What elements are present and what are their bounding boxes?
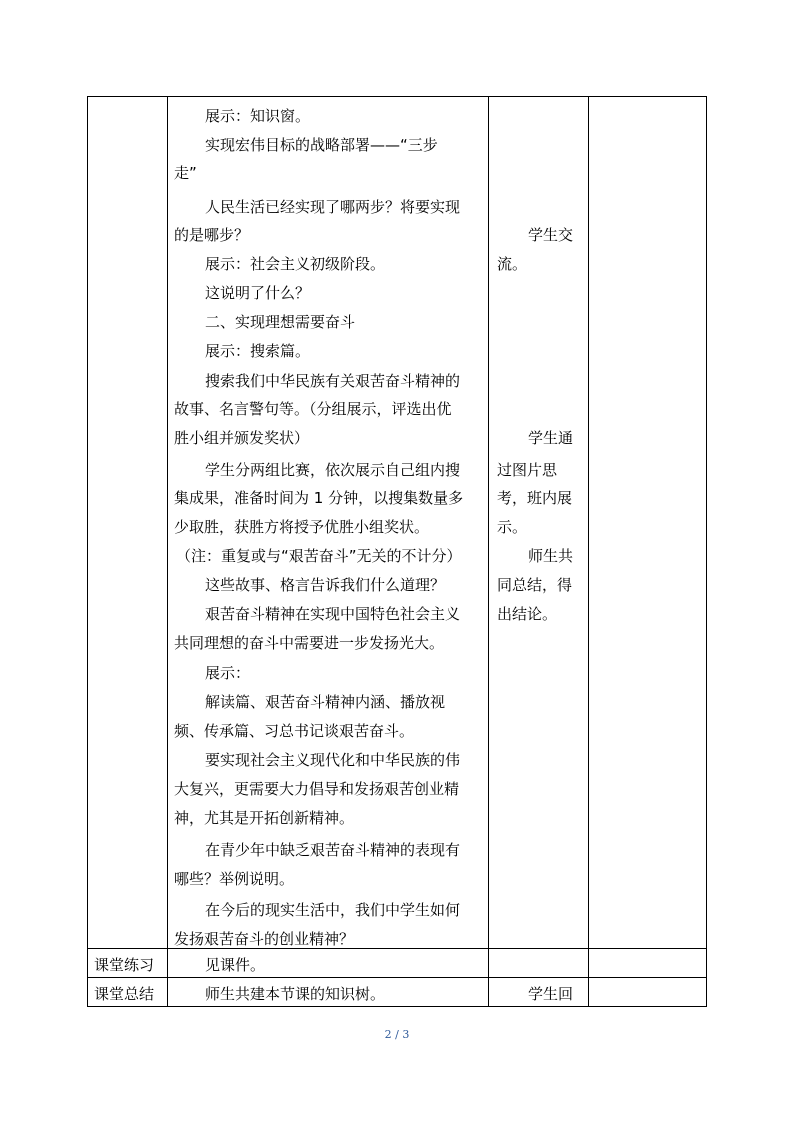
page-number: 2 / 3 — [384, 1028, 410, 1041]
practice-row-label: 课堂练习 — [94, 956, 155, 974]
student-line: 示。 — [497, 518, 528, 536]
content-line: 集成果，准备时间为 1 分钟，以搜集数量多 — [174, 489, 464, 507]
practice-row-content: 见课件。 — [205, 956, 266, 974]
content-line: 展示：社会主义初级阶段。 — [205, 255, 386, 273]
content-line: 发扬艰苦奋斗的创业精神？ — [174, 930, 355, 948]
table-row-divider — [87, 948, 707, 949]
summary-row-student: 学生回 — [528, 985, 574, 1003]
table-column-divider — [488, 96, 489, 1007]
table-border-bottom — [87, 1006, 707, 1007]
content-line: 在今后的现实生活中，我们中学生如何 — [205, 901, 461, 919]
content-line: 这说明了什么？ — [205, 284, 311, 302]
student-line: 出结论。 — [497, 605, 558, 623]
content-line: 搜索我们中华民族有关艰苦奋斗精神的 — [205, 372, 461, 390]
content-line: 在青少年中缺乏艰苦奋斗精神的表现有 — [205, 841, 461, 859]
content-line: 这些故事、格言告诉我们什么道理？ — [205, 576, 446, 594]
content-line: 共同理想的奋斗中需要进一步发扬光大。 — [174, 634, 445, 652]
content-line: 展示：搜索篇。 — [205, 342, 311, 360]
content-line: 展示： — [205, 664, 251, 682]
content-line: 艰苦奋斗精神在实现中国特色社会主义 — [205, 605, 461, 623]
table-border-right — [706, 96, 707, 1007]
content-line: 频、传承篇、习总书记谈艰苦奋斗。 — [174, 722, 415, 740]
student-line: 同总结，得 — [497, 576, 573, 594]
content-line: 二、实现理想需要奋斗 — [205, 313, 356, 331]
content-line: 人民生活已经实现了哪两步？将要实现 — [205, 198, 461, 216]
student-line: 师生共 — [528, 547, 574, 565]
content-line: 胜小组并颁发奖状） — [174, 429, 310, 447]
content-line: 解读篇、艰苦奋斗精神内涵、播放视 — [205, 693, 446, 711]
content-line: 学生分两组比赛，依次展示自己组内搜 — [205, 461, 461, 479]
content-line: 大复兴，更需要大力倡导和发扬艰苦创业精 — [174, 780, 460, 798]
student-line: 流。 — [497, 255, 528, 273]
content-line: 神，尤其是开拓创新精神。 — [174, 809, 355, 827]
content-line: 走” — [174, 164, 197, 182]
table-column-divider — [588, 96, 589, 1007]
student-line: 学生交 — [528, 226, 574, 244]
table-border-left — [87, 96, 88, 1007]
content-line: 的是哪步？ — [174, 226, 250, 244]
content-line: （注：重复或与“艰苦奋斗”无关的不计分） — [176, 547, 462, 565]
summary-row-content: 师生共建本节课的知识树。 — [205, 985, 386, 1003]
table-column-divider — [167, 96, 168, 1007]
student-line: 过图片思 — [497, 461, 558, 479]
content-line: 展示：知识窗。 — [205, 107, 311, 125]
student-line: 学生通 — [528, 429, 574, 447]
content-line: 要实现社会主义现代化和中华民族的伟 — [205, 751, 461, 769]
content-line: 少取胜，获胜方将授予优胜小组奖状。 — [174, 518, 430, 536]
content-line: 故事、名言警句等。（分组展示，评选出优 — [174, 400, 452, 418]
content-line: 哪些？举例说明。 — [174, 870, 295, 888]
table-row-divider — [87, 977, 707, 978]
student-line: 考，班内展 — [497, 489, 573, 507]
summary-row-label: 课堂总结 — [94, 985, 155, 1003]
table-border-top — [87, 96, 707, 97]
content-line: 实现宏伟目标的战略部署——“三步 — [205, 136, 438, 154]
